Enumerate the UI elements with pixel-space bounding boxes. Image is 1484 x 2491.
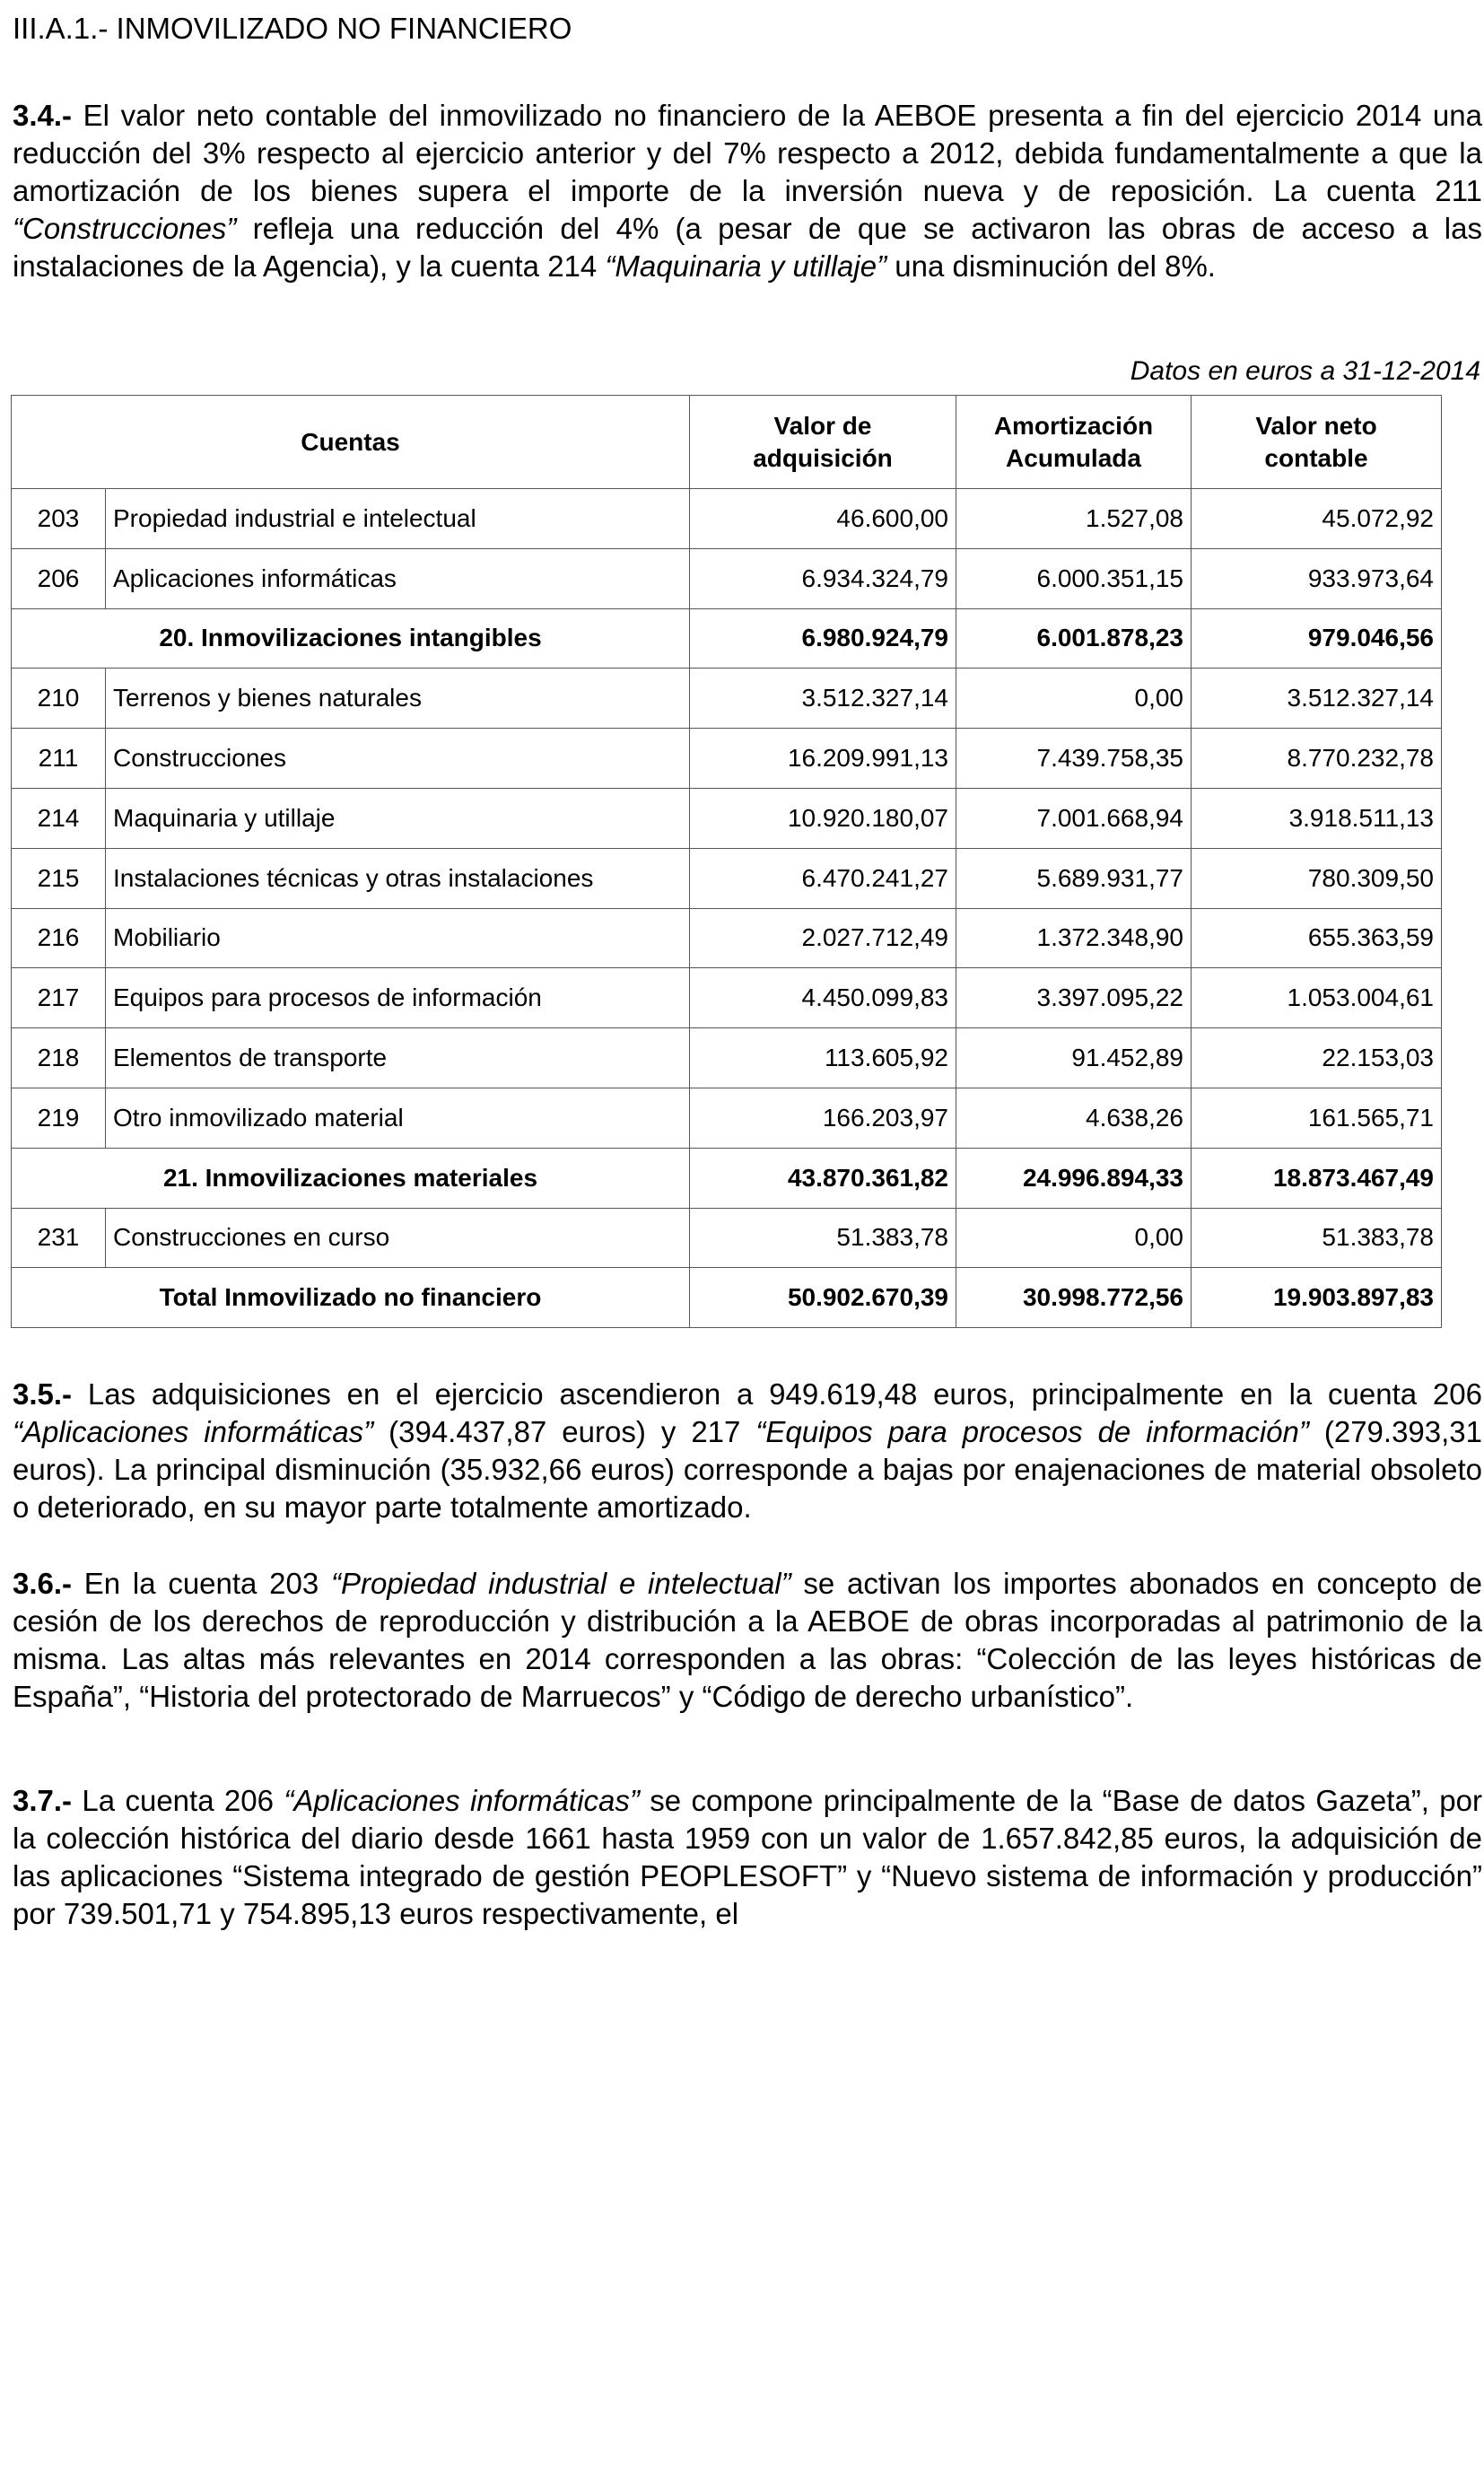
amortizacion-acumulada: 6.001.878,23 bbox=[956, 608, 1192, 669]
header-line: Acumulada bbox=[1006, 443, 1141, 472]
valor-adquisicion: 6.980.924,79 bbox=[690, 608, 956, 669]
table-row bbox=[12, 908, 1442, 968]
amortizacion-acumulada: 7.439.758,35 bbox=[956, 729, 1192, 789]
account-name-quote: “Equipos para procesos de información” bbox=[755, 1415, 1309, 1448]
amortizacion-acumulada: 3.397.095,22 bbox=[956, 968, 1192, 1028]
account-code: 206 bbox=[12, 548, 106, 608]
account-code: 218 bbox=[12, 1028, 106, 1088]
paragraph-text: una disminución del 8%. bbox=[886, 249, 1216, 283]
account-name: Otro inmovilizado material bbox=[106, 1088, 690, 1148]
account-name-quote: “Construcciones” bbox=[13, 212, 237, 245]
account-name: Propiedad industrial e intelectual bbox=[106, 489, 690, 549]
valor-neto: 1.053.004,61 bbox=[1192, 968, 1442, 1028]
account-name: Equipos para procesos de información bbox=[106, 968, 690, 1028]
paragraph-3-7 bbox=[13, 1782, 1482, 1933]
valor-neto: 3.918.511,13 bbox=[1192, 788, 1442, 848]
header-line: Valor neto bbox=[1255, 411, 1377, 440]
table-row bbox=[12, 489, 1442, 549]
valor-adquisicion: 46.600,00 bbox=[690, 489, 956, 549]
paragraph-text: (394.437,87 euros) y 217 bbox=[373, 1415, 756, 1448]
header-line: contable bbox=[1264, 443, 1368, 472]
valor-neto: 19.903.897,83 bbox=[1192, 1268, 1442, 1328]
paragraph-text: refleja una reducción del 4% (a pesar de que se activaron las obras de acceso a las instalaciones de la Agencia), y la cuenta 214 bbox=[13, 212, 1482, 283]
paragraph-number: 3.5.- bbox=[13, 1377, 73, 1411]
amortizacion-acumulada: 0,00 bbox=[956, 1208, 1192, 1268]
amortizacion-acumulada: 4.638,26 bbox=[956, 1088, 1192, 1148]
account-name-quote: “Maquinaria y utillaje” bbox=[605, 249, 887, 283]
amortizacion-acumulada: 0,00 bbox=[956, 669, 1192, 729]
table-row bbox=[12, 548, 1442, 608]
valor-adquisicion: 51.383,78 bbox=[690, 1208, 956, 1268]
valor-adquisicion: 4.450.099,83 bbox=[690, 968, 956, 1028]
amortizacion-acumulada: 91.452,89 bbox=[956, 1028, 1192, 1088]
valor-adquisicion: 16.209.991,13 bbox=[690, 729, 956, 789]
table-caption: Datos en euros a 31-12-2014 bbox=[1130, 356, 1480, 386]
header-amortizacion bbox=[956, 396, 1192, 489]
valor-adquisicion: 3.512.327,14 bbox=[690, 669, 956, 729]
account-code: 203 bbox=[12, 489, 106, 549]
paragraph-number: 3.4.- bbox=[13, 99, 73, 132]
paragraph-text: Las adquisiciones en el ejercicio ascendieron a 949.619,48 euros, principalmente en la cuenta 206 bbox=[72, 1377, 1482, 1411]
valor-adquisicion: 50.902.670,39 bbox=[690, 1268, 956, 1328]
table-row bbox=[12, 1028, 1442, 1088]
account-name: Construcciones bbox=[106, 729, 690, 789]
account-code: 214 bbox=[12, 788, 106, 848]
table-row bbox=[12, 669, 1442, 729]
paragraph-text: (279.393,31 euros). La principal disminución (35.932,66 euros) corresponde a bajas por enajenaciones de material obsoleto o deteriorado, en su mayor parte totalmente amortizado. bbox=[13, 1415, 1483, 1524]
account-name-quote: “Aplicaciones informáticas” bbox=[13, 1415, 374, 1448]
amortizacion-acumulada: 5.689.931,77 bbox=[956, 848, 1192, 908]
valor-adquisicion: 10.920.180,07 bbox=[690, 788, 956, 848]
paragraph-text: El valor neto contable del inmovilizado no financiero de la AEBOE presenta a fin del ejercicio 2014 una reducción del 3% respecto al ejercicio anterior y del 7% respecto a 2012, debida fundamentalmente a que la amortización de los bienes supera el importe de la inversión nueva y de reposición. La cuenta 211 bbox=[13, 99, 1482, 207]
paragraph-number: 3.7.- bbox=[13, 1784, 73, 1817]
account-name: Terrenos y bienes naturales bbox=[106, 669, 690, 729]
account-code: 219 bbox=[12, 1088, 106, 1148]
account-code: 211 bbox=[12, 729, 106, 789]
amortizacion-acumulada: 30.998.772,56 bbox=[956, 1268, 1192, 1328]
account-code: 231 bbox=[12, 1208, 106, 1268]
paragraph-3-4 bbox=[13, 97, 1482, 285]
account-name: Instalaciones técnicas y otras instalaciones bbox=[106, 848, 690, 908]
valor-neto: 22.153,03 bbox=[1192, 1028, 1442, 1088]
subtotal-row bbox=[12, 608, 1442, 669]
account-name-quote: “Aplicaciones informáticas” bbox=[284, 1784, 640, 1817]
valor-neto: 45.072,92 bbox=[1192, 489, 1442, 549]
paragraph-3-5 bbox=[13, 1376, 1482, 1526]
subtotal-label: 21. Inmovilizaciones materiales bbox=[12, 1148, 690, 1208]
valor-neto: 8.770.232,78 bbox=[1192, 729, 1442, 789]
account-name: Construcciones en curso bbox=[106, 1208, 690, 1268]
valor-adquisicion: 43.870.361,82 bbox=[690, 1148, 956, 1208]
paragraph-text: En la cuenta 203 bbox=[72, 1567, 331, 1600]
header-cuentas: Cuentas bbox=[12, 396, 690, 489]
valor-neto: 161.565,71 bbox=[1192, 1088, 1442, 1148]
paragraph-text: se activan los importes abonados en concepto de cesión de los derechos de reproducción y distribución a la AEBOE de obras incorporadas al patrimonio de la misma. Las altas más relevantes en 2014 corresponden a las obras: “Colección de las leyes históricas de España”, “Historia del protectorado de Marruecos” y “Código de derecho urbanístico”. bbox=[13, 1567, 1483, 1713]
account-name-quote: “Propiedad industrial e intelectual” bbox=[330, 1567, 791, 1600]
valor-neto: 51.383,78 bbox=[1192, 1208, 1442, 1268]
paragraph-number: 3.6.- bbox=[13, 1567, 73, 1600]
total-label: Total Inmovilizado no financiero bbox=[12, 1268, 690, 1328]
subtotal-label: 20. Inmovilizaciones intangibles bbox=[12, 608, 690, 669]
valor-neto: 18.873.467,49 bbox=[1192, 1148, 1442, 1208]
fixed-assets-table bbox=[11, 395, 1442, 1328]
account-name: Aplicaciones informáticas bbox=[106, 548, 690, 608]
paragraph-text: se compone principalmente de la “Base de datos Gazeta”, por la colección histórica del diario desde 1661 hasta 1959 con un valor de 1.657.842,85 euros, la adquisición de las aplicaciones “Sistema integrado de gestión PEOPLESOFT” y “Nuevo sistema de información y producción” por 739.501,71 y 754.895,13 euros respectivamente, el bbox=[13, 1784, 1483, 1930]
table-header-row bbox=[12, 396, 1442, 489]
table-row bbox=[12, 848, 1442, 908]
valor-neto: 979.046,56 bbox=[1192, 608, 1442, 669]
account-name: Elementos de transporte bbox=[106, 1028, 690, 1088]
valor-neto: 933.973,64 bbox=[1192, 548, 1442, 608]
valor-adquisicion: 6.934.324,79 bbox=[690, 548, 956, 608]
valor-adquisicion: 113.605,92 bbox=[690, 1028, 956, 1088]
paragraph-3-6 bbox=[13, 1565, 1482, 1716]
header-line: Amortización bbox=[993, 411, 1154, 440]
amortizacion-acumulada: 24.996.894,33 bbox=[956, 1148, 1192, 1208]
valor-neto: 3.512.327,14 bbox=[1192, 669, 1442, 729]
amortizacion-acumulada: 1.527,08 bbox=[956, 489, 1192, 549]
amortizacion-acumulada: 1.372.348,90 bbox=[956, 908, 1192, 968]
section-heading: III.A.1.- INMOVILIZADO NO FINANCIERO bbox=[13, 12, 572, 45]
table-row bbox=[12, 968, 1442, 1028]
valor-neto: 655.363,59 bbox=[1192, 908, 1442, 968]
table-row bbox=[12, 1208, 1442, 1268]
table-row bbox=[12, 788, 1442, 848]
account-code: 217 bbox=[12, 968, 106, 1028]
valor-adquisicion: 2.027.712,49 bbox=[690, 908, 956, 968]
header-valor-adquisicion bbox=[690, 396, 956, 489]
valor-adquisicion: 166.203,97 bbox=[690, 1088, 956, 1148]
amortizacion-acumulada: 7.001.668,94 bbox=[956, 788, 1192, 848]
subtotal-row bbox=[12, 1148, 1442, 1208]
header-line: adquisición bbox=[753, 443, 893, 472]
table-row bbox=[12, 1088, 1442, 1148]
header-valor-neto bbox=[1192, 396, 1442, 489]
amortizacion-acumulada: 6.000.351,15 bbox=[956, 548, 1192, 608]
account-code: 215 bbox=[12, 848, 106, 908]
account-name: Maquinaria y utillaje bbox=[106, 788, 690, 848]
header-line: Valor de bbox=[773, 411, 872, 440]
account-code: 210 bbox=[12, 669, 106, 729]
valor-neto: 780.309,50 bbox=[1192, 848, 1442, 908]
account-code: 216 bbox=[12, 908, 106, 968]
paragraph-text: La cuenta 206 bbox=[72, 1784, 284, 1817]
table-row bbox=[12, 729, 1442, 789]
total-row bbox=[12, 1268, 1442, 1328]
account-name: Mobiliario bbox=[106, 908, 690, 968]
valor-adquisicion: 6.470.241,27 bbox=[690, 848, 956, 908]
